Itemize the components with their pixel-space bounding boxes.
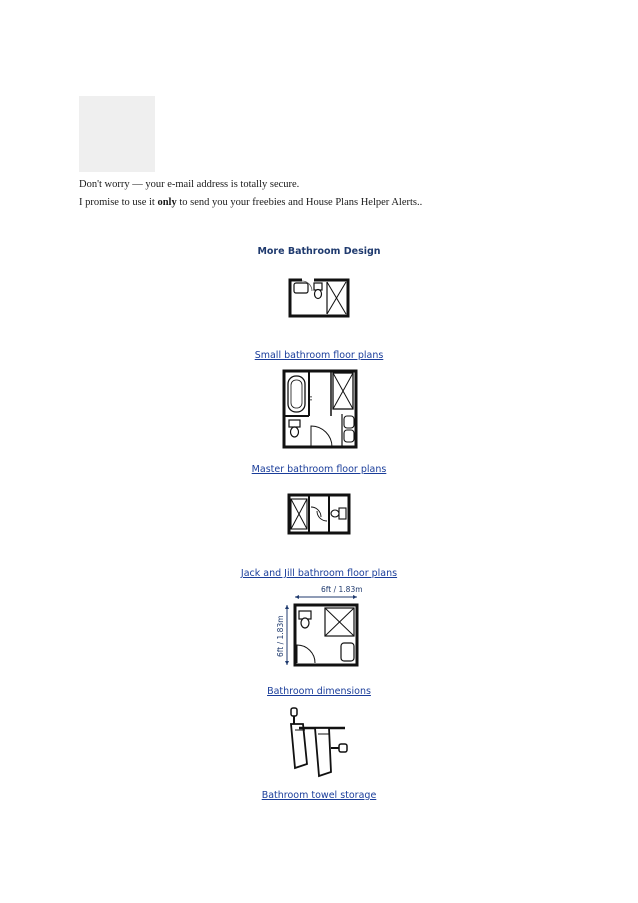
bathroom-dimensions-icon[interactable] bbox=[273, 583, 369, 669]
dimension-side-label: 6ft / 1.83m bbox=[276, 615, 285, 657]
promise-text-start: I promise to use it bbox=[79, 197, 158, 208]
promise-emphasis: only bbox=[157, 197, 177, 208]
towel-rack-icon[interactable] bbox=[285, 704, 351, 780]
dimension-top-label: 6ft / 1.83m bbox=[321, 585, 363, 594]
section-heading: More Bathroom Design bbox=[257, 246, 381, 257]
image-placeholder bbox=[79, 96, 155, 172]
small-bathroom-plan-icon[interactable] bbox=[288, 278, 350, 318]
master-bathroom-plan-icon[interactable] bbox=[281, 368, 359, 450]
jack-jill-bathroom-plan-icon[interactable] bbox=[287, 493, 351, 535]
towel-storage-link[interactable]: Bathroom towel storage bbox=[261, 790, 377, 801]
promise-text-end: to send you your freebies and House Plans Helper Alerts.. bbox=[176, 197, 423, 208]
bathroom-dimensions-link[interactable]: Bathroom dimensions bbox=[267, 686, 371, 697]
jack-jill-link[interactable]: Jack and Jill bathroom floor plans bbox=[240, 568, 398, 579]
promise-note bbox=[79, 197, 422, 208]
master-bathroom-link[interactable]: Master bathroom floor plans bbox=[251, 464, 387, 475]
security-note: Don't worry — your e-mail address is totally secure. bbox=[79, 179, 300, 190]
small-bathroom-link[interactable]: Small bathroom floor plans bbox=[254, 350, 384, 361]
